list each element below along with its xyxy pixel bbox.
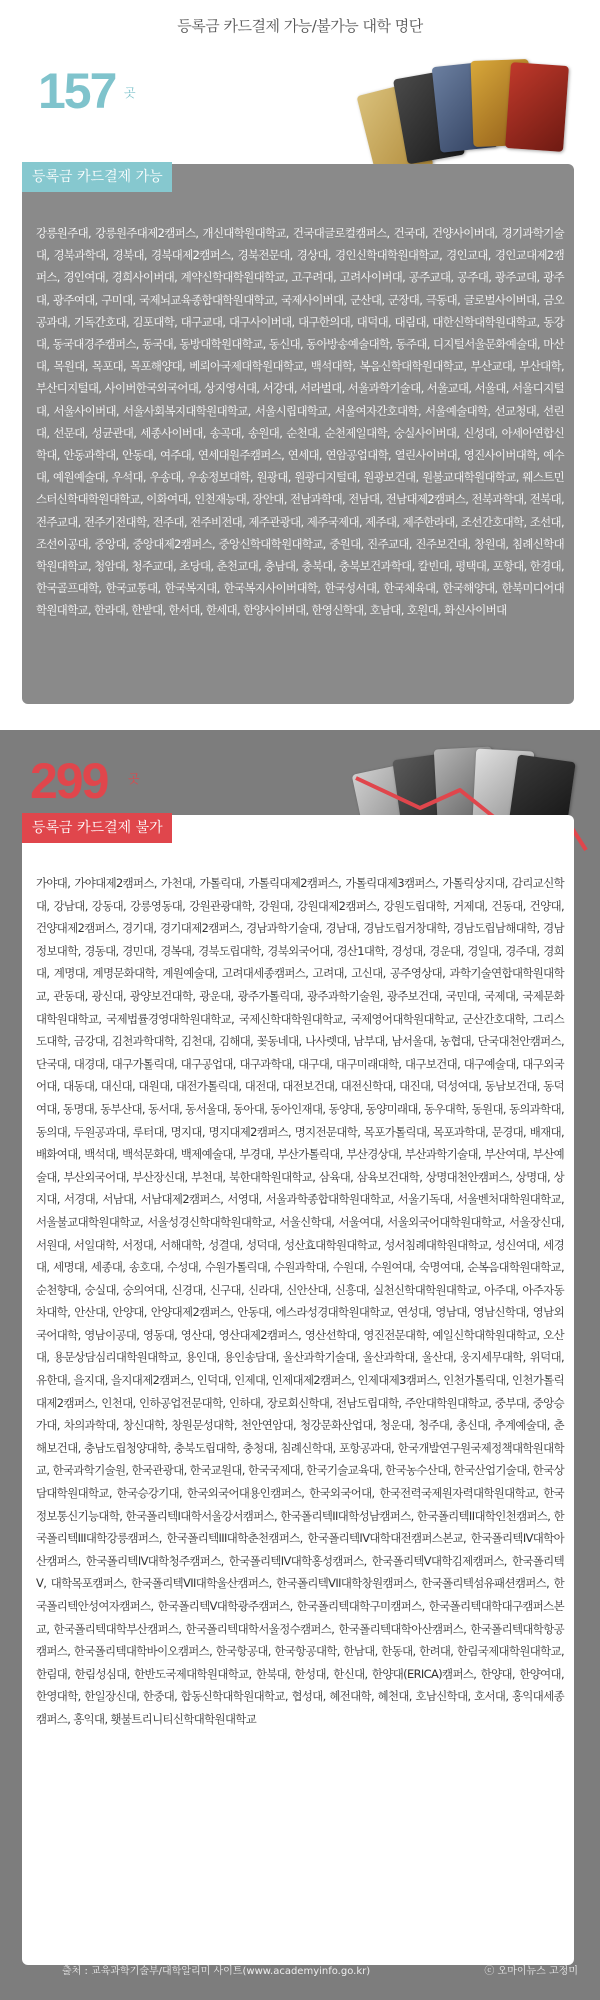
credit-cards-image bbox=[360, 52, 580, 172]
unavailable-count: 299 bbox=[30, 753, 108, 809]
available-section bbox=[0, 52, 600, 722]
unavailable-section bbox=[0, 730, 600, 2000]
credit-text: ⓒ 오마이뉴스 고정미 bbox=[484, 1966, 578, 1977]
available-count: 157 bbox=[38, 63, 116, 119]
source-text: 출처 : 교육과학기술부/대학알리미 사이트(www.academyinfo.go.kr) bbox=[62, 1966, 371, 1977]
card-5 bbox=[505, 62, 569, 152]
watermark: OhmyNews bbox=[222, 1924, 339, 1948]
available-label: 등록금 카드결제 가능 bbox=[22, 162, 172, 192]
page-title: 등록금 카드결제 가능/불가능 대학 명단 bbox=[177, 17, 423, 35]
unavailable-university-list: 가야대, 가야대제2캠퍼스, 가천대, 가톨릭대, 가톨릭대제2캠퍼스, 가톨릭대제3캠퍼스, 가톨릭상지대, 감리교신학대, 강남대, 강동대, 강릉영동대, 강원관광대학, 강원대, 강원대제2캠퍼스, 강원도립대학, 거제대, 건동대, 건양대, 건양대제2캠퍼스, 경기대, 경기대제2캠퍼스, 경남과학기술대, 경남대, 경남도립거창대학, 경남도립남해대학, 경남정보대학, 경동대, 경민대, 경복대, 경북도립대학, 경북외국어대, 경산1대학, 경성대, 경운대, 경일대, 경주대, 경희대, 계명대, 계명문화대학, 계원예술대, 고려대세종캠퍼스, 고려대, 고신대, 공주영상대, 과학기술연합대학원대학교, 관동대, 광신대, 광양보건대학, 광운대, 광주가톨릭대, 광주과학기술원, 광주보건대, 국민대, 국제대, 국제문화대학원대학교, 국제법률경영대학원대학교, 국제신학대학원대학교, 국제영어대학원대학교, 군산간호대학, 그리스도대학, 금강대, 김천과학대학, 김천대, 김해대, 꽃동네대, 나사렛대, 남부대, 남서울대, 농협대, 단국대천안캠퍼스, 단국대, 대경대, 대구가톨릭대, 대구공업대, 대구과학대, 대구대, 대구미래대학, 대구보건대, 대구예술대, 대구외국어대, 대동대, 대신대, 대원대, 대전가톨릭대, 대전대, 대전보건대, 대전신학대, 대진대, 덕성여대, 동남보건대, 동덕여대, 동명대, 동부산대, 동서대, 동서울대, 동아대, 동아인재대, 동양대, 동양미래대, 동우대학, 동원대, 동의과학대, 동의대, 두원공과대, 루터대, 명지대, 명지대제2캠퍼스, 명지전문대학, 목포가톨릭대, 목포과학대, 문경대, 배재대, 배화여대, 백석대, 백석문화대, 백제예술대, 부경대, 부산가톨릭대, 부산경상대, 부산과학기술대, 부산여대, 부산예술대, 부산외국어대, 부산장신대, 부천대, 북한대학원대학교, 삼육대, 삼육보건대학, 상명대천안캠퍼스, 상명대, 상지대, 서경대, 서남대, 서남대제2캠퍼스, 서영대, 서울과학종합대학원대학교, 서울기독대, 서울벤처대학원대학교, 서울불교대학원대학교, 서울성경신학대학원대학교, 서울신학대, 서울여대, 서울외국어대학원대학교, 서울장신대, 서원대, 서일대학, 서정대, 서해대학, 성결대, 성덕대, 성산효대학원대학교, 성서침례대학원대학교, 성신여대, 세경대, 세명대, 세종대, 송호대, 수성대, 수원가톨릭대, 수원과학대, 수원대, 수원여대, 숙명여대, 순복음대학원대학교, 순천향대, 숭실대, 숭의여대, 신경대, 신구대, 신라대, 신안산대, 신흥대, 실천신학대학원대학교, 아주대, 아주자동차대학, 안산대, 안양대, 안양대제2캠퍼스, 안동대, 에스라성경대학원대학교, 연성대, 영남대, 영남신학대, 영남외국어대학, 영남이공대, 영동대, 영산대, 영산대제2캠퍼스, 영산선학대, 영진전문대학, 예일신학대학원대학교, 오산대, 용문상담심리대학원대학교, 용인대, 용인송담대, 울산과학기술대, 울산과학대, 울산대, 웅지세무대학, 위덕대, 유한대, 을지대, 을지대제2캠퍼스, 인덕대, 인제대, 인제대제2캠퍼스, 인제대제3캠퍼스, 인천가톨릭대, 인천가톨릭대제2캠퍼스, 인천대, 인하공업전문대학, 인하대, 장로회신학대, 전남도립대학, 주안대학원대학교, 중부대, 중앙승가대, 차의과학대, 창신대학, 창원문성대학, 천안연암대, 청강문화산업대, 청운대, 청주대, 총신대, 추계예술대, 춘해보건대, 충남도립청양대학, 충북도립대학, 충청대, 침례신학대, 포항공과대, 한국개발연구원국제정책대학원대학교, 한국과학기술원, 한국관광대, 한국교원대, 한국국제대, 한국기술교육대, 한국농수산대, 한국산업기술대, 한국상담대학원대학교, 한국승강기대, 한국외국어대용인캠퍼스, 한국외국어대, 한국전력국제원자력대학원대학교, 한국정보통신기능대학, 한국폴리텍I대학서울강서캠퍼스, 한국폴리텍II대학성남캠퍼스, 한국폴리텍II대학인천캠퍼스, 한국폴리텍III대학강릉캠퍼스, 한국폴리텍III대학춘천캠퍼스, 한국폴리텍IV대학대전캠퍼스본교, 한국폴리텍IV대학아산캠퍼스, 한국폴리텍IV대학청주캠퍼스, 한국폴리텍IV대학홍성캠퍼스, 한국폴리텍V대학김제캠퍼스, 한국폴리텍V, 대학목포캠퍼스, 한국폴리텍VII대학울산캠퍼스, 한국폴리텍VII대학창원캠퍼스, 한국폴리텍섬유패션캠퍼스, 한국폴리텍안성여자캠퍼스, 한국폴리텍V대학광주캠퍼스, 한국폴리텍대학구미캠퍼스, 한국폴리텍대학대구캠퍼스본교, 한국폴리텍대학부산캠퍼스, 한국폴리텍대학서울정수캠퍼스, 한국폴리텍대학아산캠퍼스, 한국폴리텍대학항공캠퍼스, 한국폴리텍대학바이오캠퍼스, 한국항공대, 한국항공대학, 한남대, 한동대, 한려대, 한림국제대학원대학교, 한림대, 한림성심대, 한반도국제대학원대학교, 한북대, 한성대, 한신대, 한양대(ERICA)캠퍼스, 한양대, 한양여대, 한영대학, 한일장신대, 한중대, 합동신학대학원대학교, 협성대, 혜전대학, 혜천대, 호남신학대, 호서대, 홍익대세종캠퍼스, 홍익대, 횃불트리니티신학대학원대학교 bbox=[36, 876, 564, 1726]
unavailable-count-unit: 곳 bbox=[128, 772, 140, 786]
available-count-unit: 곳 bbox=[124, 86, 136, 100]
footer bbox=[22, 1962, 578, 1982]
available-university-list: 강릉원주대, 강릉원주대제2캠퍼스, 개신대학원대학교, 건국대글로컬캠퍼스, 건국대, 건양사이버대, 경기과학기술대, 경북과학대, 경북대, 경북대제2캠퍼스, 경북전문대, 경상대, 경인신학대학원대학교, 경인교대, 경인교대제2캠퍼스, 경인여대, 경희사이버대, 계약신학대학원대학교, 고구려대, 고려사이버대, 공주교대, 공주대, 광주교대, 광주대, 광주여대, 구미대, 국제뇌교육종합대학원대학교, 국제사이버대, 군산대, 군장대, 극동대, 글로벌사이버대, 금오공과대, 기독간호대, 김포대학, 대구교대, 대구사이버대, 대구한의대, 대덕대, 대림대, 대한신학대학원대학교, 동강대, 동국대경주캠퍼스, 동국대, 동방대학원대학교, 동신대, 동아방송예술대학, 동주대, 디지털서울문화예술대, 마산대, 목원대, 목포대, 목포해양대, 베뢰아국제대학원대학교, 백석대학, 복음신학대학원대학교, 부산교대, 부산대학, 부산디지털대, 사이버한국외국어대, 상지영서대, 서강대, 서라벌대, 서울과학기술대, 서울교대, 서울대, 서울디지털대, 서울사이버대, 서울사회복지대학원대학교, 서울시립대학교, 서울여자간호대학, 서울예술대학, 선교청대, 선린대, 선문대, 성균관대, 세종사이버대, 송곡대, 송원대, 순천대, 순천제일대학, 숭실사이버대, 신성대, 아세아연합신학대, 안동과학대, 안동대, 여주대, 연세대원주캠퍼스, 연세대, 연암공업대학, 열린사이버대, 영진사이버대학, 예수대, 예원예술대, 우석대, 우송대, 우송정보대학, 원광대, 원광디지털대, 원광보건대, 원불교대학원대학교, 웨스트민스터신학대학원대학교, 이화여대, 인천재능대, 장안대, 전남과학대, 전남대, 전남대제2캠퍼스, 전북과학대, 전북대, 전주교대, 전주기전대학, 전주대, 전주비전대, 제주관광대, 제주국제대, 제주대, 제주한라대, 조선간호대학, 조선대, 조선이공대, 중앙대, 중앙대제2캠퍼스, 중앙신학대학원대학교, 중원대, 진주교대, 진주보건대, 창원대, 침례신학대학원대학교, 청암대, 청주교대, 초당대, 춘천교대, 충남대, 충북대, 충북보건과학대, 칼빈대, 평택대, 포항대, 한경대, 한국골프대학, 한국교통대, 한국복지대, 한국복지사이버대학, 한국성서대, 한국체육대, 한국해양대, 한북미디어대학원대학교, 한라대, 한밭대, 한서대, 한세대, 한양사이버대, 한영신학대, 호남대, 호원대, 화신사이버대 bbox=[36, 226, 564, 618]
unavailable-label: 등록금 카드결제 불가능 bbox=[22, 813, 172, 843]
